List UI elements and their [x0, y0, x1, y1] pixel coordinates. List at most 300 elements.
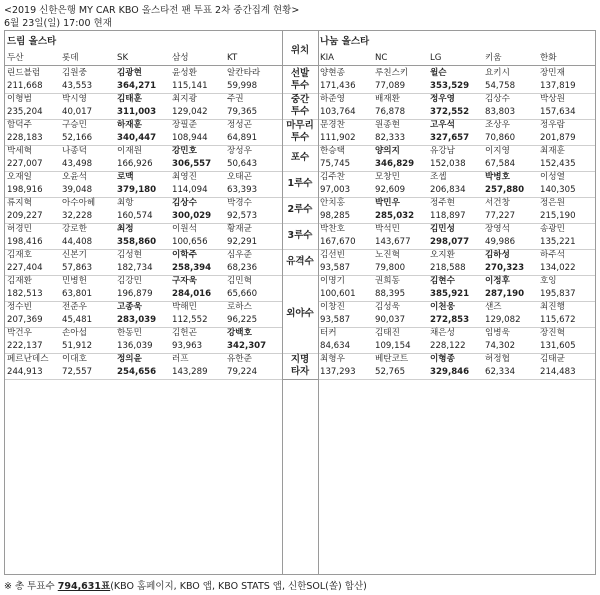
player-name: 김성욱 — [375, 302, 400, 312]
vote-count: 195,837 — [540, 289, 576, 299]
player-name: 김재환 — [7, 276, 32, 286]
player-name: 권희동 — [375, 276, 400, 286]
team-header-cell: SK — [117, 53, 129, 63]
vote-count: 152,038 — [430, 159, 466, 169]
player-name: 심우준 — [227, 250, 252, 260]
vote-count: 63,393 — [227, 185, 258, 195]
divider — [282, 65, 318, 66]
vote-count: 59,998 — [227, 81, 258, 91]
player-name: 문경찬 — [320, 120, 345, 130]
player-name: 정은원 — [540, 198, 565, 208]
player-name: 김태훈 — [117, 94, 142, 104]
team-header-cell: NC — [375, 53, 388, 63]
player-name: 신본기 — [62, 250, 87, 260]
vote-count: 97,003 — [320, 185, 351, 195]
player-name: 전준우 — [62, 302, 87, 312]
player-name: 호잉 — [540, 276, 557, 286]
player-name: 조셉 — [430, 172, 447, 182]
player-row — [318, 171, 595, 184]
player-name: 이학주 — [172, 250, 197, 260]
vote-count: 211,668 — [7, 81, 43, 91]
player-name: 김선빈 — [320, 250, 345, 260]
vote-row — [5, 106, 282, 119]
vote-count: 32,228 — [62, 211, 93, 221]
player-row — [5, 327, 282, 340]
player-name: 장성우 — [227, 146, 252, 156]
vote-count: 62,334 — [485, 367, 516, 377]
divider — [5, 65, 282, 66]
vote-count: 93,587 — [320, 263, 351, 273]
player-name: 양현종 — [320, 68, 345, 78]
vote-count: 257,880 — [485, 185, 525, 195]
player-name: 요키시 — [485, 68, 510, 78]
player-name: 김상수 — [485, 94, 510, 104]
player-name: 이형범 — [7, 94, 32, 104]
team-header-cell: 두산 — [7, 53, 24, 63]
vote-count: 65,660 — [227, 289, 258, 299]
player-row — [318, 145, 595, 158]
player-name: 허정협 — [485, 354, 510, 364]
player-name: 아수아헤 — [62, 198, 96, 208]
player-name: 김광현 — [117, 68, 142, 78]
player-name: 박민우 — [375, 198, 400, 208]
dream-allstar-section — [5, 31, 282, 574]
vote-count: 258,394 — [172, 263, 212, 273]
vote-count: 214,483 — [540, 367, 576, 377]
vote-count: 67,584 — [485, 159, 516, 169]
vote-row — [5, 314, 282, 327]
player-name: 이재원 — [117, 146, 142, 156]
vote-row — [318, 340, 595, 353]
vote-count: 346,829 — [375, 159, 415, 169]
vote-count: 306,557 — [172, 159, 212, 169]
vote-count: 137,293 — [320, 367, 356, 377]
vote-count: 207,369 — [7, 315, 43, 325]
vote-count: 235,204 — [7, 107, 43, 117]
player-name: 베탄코트 — [375, 354, 409, 364]
vote-count: 68,236 — [227, 263, 258, 273]
position-header: 위치 — [290, 45, 310, 56]
vote-count: 227,404 — [7, 263, 43, 273]
vote-count: 43,498 — [62, 159, 93, 169]
player-name: 로하스 — [227, 302, 252, 312]
player-row — [5, 197, 282, 210]
nanum-allstar-section — [318, 31, 595, 574]
vote-row — [318, 210, 595, 223]
vote-count: 329,846 — [430, 367, 470, 377]
player-name: 김상수 — [172, 198, 197, 208]
player-name: 최정 — [117, 224, 134, 234]
vote-count: 143,289 — [172, 367, 208, 377]
vote-row — [318, 132, 595, 145]
vote-count: 92,609 — [375, 185, 406, 195]
vote-row — [5, 158, 282, 171]
vote-row — [5, 80, 282, 93]
player-name: 최영진 — [172, 172, 197, 182]
vote-count: 109,154 — [375, 341, 411, 351]
vote-count: 70,860 — [485, 133, 516, 143]
vote-count: 90,037 — [375, 315, 406, 325]
vote-row — [318, 80, 595, 93]
player-name: 임병욱 — [485, 328, 510, 338]
player-row — [318, 353, 595, 366]
vote-row — [5, 132, 282, 145]
player-row — [318, 67, 595, 80]
position-label: 유격수 — [286, 256, 314, 267]
player-name: 이대호 — [62, 354, 87, 364]
player-name: 강로한 — [62, 224, 87, 234]
vote-count: 115,672 — [540, 315, 576, 325]
vote-row — [318, 262, 595, 275]
divider — [5, 379, 282, 380]
player-name: 고종욱 — [117, 302, 142, 312]
player-row — [318, 275, 595, 288]
vote-count: 327,657 — [430, 133, 470, 143]
position-label: 3루수 — [287, 230, 313, 241]
vote-count: 372,552 — [430, 107, 470, 117]
vote-count: 364,271 — [117, 81, 157, 91]
vote-count: 77,227 — [485, 211, 516, 221]
player-name: 강민호 — [172, 146, 197, 156]
vote-count: 118,897 — [430, 211, 466, 221]
vote-count: 131,605 — [540, 341, 576, 351]
report-timestamp: 6월 23일(일) 17:00 현재 — [4, 18, 112, 29]
vote-count: 244,913 — [7, 367, 43, 377]
player-name: 고우석 — [430, 120, 455, 130]
team-header-cell: 삼성 — [172, 53, 189, 63]
team-header-cell: KT — [227, 53, 238, 63]
vote-count: 112,552 — [172, 315, 208, 325]
vote-count: 157,634 — [540, 107, 576, 117]
vote-count: 298,077 — [430, 237, 470, 247]
player-name: 송광민 — [540, 224, 565, 234]
player-name: 하주석 — [540, 250, 565, 260]
vote-row — [5, 236, 282, 249]
player-row — [5, 93, 282, 106]
position-label: 마무리 투수 — [286, 120, 314, 143]
vote-row — [5, 210, 282, 223]
vote-count: 49,986 — [485, 237, 516, 247]
player-name: 최항 — [117, 198, 134, 208]
player-row — [5, 353, 282, 366]
player-name: 이창진 — [320, 302, 345, 312]
vote-count: 45,481 — [62, 315, 93, 325]
footer-source: (KBO 홈페이지, KBO 앱, KBO STATS 앱, 신한SOL(쏠) 합산) — [110, 581, 367, 592]
player-name: 배재환 — [375, 94, 400, 104]
player-name: 김하성 — [485, 250, 510, 260]
vote-count: 74,302 — [485, 341, 516, 351]
vote-count: 76,878 — [375, 107, 406, 117]
vote-count: 136,039 — [117, 341, 153, 351]
player-name: 오재일 — [7, 172, 32, 182]
player-name: 손아섭 — [62, 328, 87, 338]
vote-count: 83,803 — [485, 107, 516, 117]
vote-row — [318, 314, 595, 327]
player-row — [318, 223, 595, 236]
vote-count: 285,032 — [375, 211, 415, 221]
vote-count: 206,834 — [430, 185, 466, 195]
vote-count: 287,190 — [485, 289, 525, 299]
vote-count: 152,435 — [540, 159, 576, 169]
vote-count: 54,758 — [485, 81, 516, 91]
divider — [282, 145, 318, 146]
player-name: 정우영 — [430, 94, 455, 104]
divider — [282, 223, 318, 224]
position-label: 2루수 — [287, 204, 313, 215]
player-name: 강백호 — [227, 328, 252, 338]
vote-count: 270,323 — [485, 263, 525, 273]
vote-count: 140,305 — [540, 185, 576, 195]
vote-count: 227,007 — [7, 159, 43, 169]
divider — [282, 171, 318, 172]
player-name: 김민혁 — [227, 276, 252, 286]
vote-row — [318, 106, 595, 119]
vote-count: 228,183 — [7, 133, 43, 143]
vote-count: 93,963 — [172, 341, 203, 351]
player-name: 오태곤 — [227, 172, 252, 182]
player-name: 박경수 — [227, 198, 252, 208]
vote-count: 79,224 — [227, 367, 258, 377]
divider — [282, 379, 318, 380]
player-name: 이명기 — [320, 276, 345, 286]
player-name: 원종현 — [375, 120, 400, 130]
vote-count: 218,588 — [430, 263, 466, 273]
position-label: 1루수 — [287, 178, 313, 189]
vote-count: 215,190 — [540, 211, 576, 221]
vote-row — [318, 158, 595, 171]
vote-count: 72,557 — [62, 367, 93, 377]
player-name: 유한준 — [227, 354, 252, 364]
player-name: 윤성환 — [172, 68, 197, 78]
player-name: 박석민 — [375, 224, 400, 234]
vote-count: 96,225 — [227, 315, 258, 325]
player-name: 모창민 — [375, 172, 400, 182]
player-name: 박건우 — [7, 328, 32, 338]
vote-count: 143,677 — [375, 237, 411, 247]
player-row — [318, 249, 595, 262]
vote-count: 111,902 — [320, 133, 356, 143]
player-name: 김현수 — [430, 276, 455, 286]
player-name: 김민성 — [430, 224, 455, 234]
total-votes-note — [4, 578, 367, 592]
divider — [318, 379, 595, 380]
player-name: 로맥 — [117, 172, 134, 182]
player-name: 페르난데스 — [7, 354, 49, 364]
divider — [282, 197, 318, 198]
vote-count: 114,094 — [172, 185, 208, 195]
position-label: 포수 — [290, 152, 310, 163]
player-name: 이성열 — [540, 172, 565, 182]
player-row — [318, 327, 595, 340]
player-name: 노진혁 — [375, 250, 400, 260]
team-header-cell: 한화 — [540, 53, 557, 63]
player-name: 김태균 — [540, 354, 565, 364]
player-name: 정우람 — [540, 120, 565, 130]
player-name: 장민재 — [540, 68, 565, 78]
divider — [318, 31, 319, 574]
vote-row — [318, 236, 595, 249]
vote-count: 385,921 — [430, 289, 470, 299]
team-header-cell: 롯데 — [62, 53, 79, 63]
player-name: 유강남 — [430, 146, 455, 156]
player-name: 주권 — [227, 94, 244, 104]
player-name: 박찬호 — [320, 224, 345, 234]
vote-count: 103,764 — [320, 107, 356, 117]
vote-count: 129,042 — [172, 107, 208, 117]
player-name: 오지환 — [430, 250, 455, 260]
player-name: 김원중 — [62, 68, 87, 78]
footer-prefix: ※ 총 투표수 — [4, 581, 58, 592]
vote-count: 63,801 — [62, 289, 93, 299]
vote-count: 160,574 — [117, 211, 153, 221]
player-name: 서건창 — [485, 198, 510, 208]
divider — [318, 65, 595, 66]
player-name: 하준영 — [320, 94, 345, 104]
vote-count: 51,912 — [62, 341, 93, 351]
player-name: 린드블럼 — [7, 68, 41, 78]
player-name: 정성곤 — [227, 120, 252, 130]
vote-count: 201,879 — [540, 133, 576, 143]
player-name: 윌슨 — [430, 68, 447, 78]
vote-count: 300,029 — [172, 211, 212, 221]
vote-count: 182,734 — [117, 263, 153, 273]
player-row — [5, 119, 282, 132]
player-name: 양의지 — [375, 146, 400, 156]
vote-count: 196,879 — [117, 289, 153, 299]
report-title: <2019 신한은행 MY CAR KBO 올스타전 팬 투표 2차 중간집계 현황> — [4, 5, 300, 16]
player-name: 구승민 — [62, 120, 87, 130]
player-name: 조상우 — [485, 120, 510, 130]
vote-row — [5, 288, 282, 301]
player-row — [318, 301, 595, 314]
vote-count: 75,745 — [320, 159, 351, 169]
team-header — [5, 52, 282, 65]
vote-count: 88,395 — [375, 289, 406, 299]
player-name: 샌즈 — [485, 302, 502, 312]
vote-count: 39,048 — [62, 185, 93, 195]
divider — [282, 275, 318, 276]
vote-count: 272,853 — [430, 315, 470, 325]
player-name: 최지광 — [172, 94, 197, 104]
player-name: 김재호 — [7, 250, 32, 260]
vote-count: 129,082 — [485, 315, 521, 325]
player-name: 정주현 — [430, 198, 455, 208]
vote-count: 52,166 — [62, 133, 93, 143]
player-name: 박시영 — [62, 94, 87, 104]
player-row — [5, 171, 282, 184]
player-name: 박상원 — [540, 94, 565, 104]
vote-count: 82,333 — [375, 133, 406, 143]
position-label: 지명 타자 — [290, 354, 310, 377]
player-row — [5, 301, 282, 314]
player-name: 김주찬 — [320, 172, 345, 182]
vote-count: 100,601 — [320, 289, 356, 299]
player-name: 류지혁 — [7, 198, 32, 208]
vote-count: 44,408 — [62, 237, 93, 247]
player-name: 박해민 — [172, 302, 197, 312]
vote-count: 57,863 — [62, 263, 93, 273]
vote-count: 228,122 — [430, 341, 466, 351]
vote-count: 64,891 — [227, 133, 258, 143]
vote-count: 198,916 — [7, 185, 43, 195]
player-name: 이지영 — [485, 146, 510, 156]
player-row — [318, 119, 595, 132]
team-header-cell: 키움 — [485, 53, 502, 63]
vote-row — [318, 288, 595, 301]
player-name: 알칸타라 — [227, 68, 261, 78]
vote-row — [5, 366, 282, 379]
player-row — [5, 223, 282, 236]
vote-count: 342,307 — [227, 341, 267, 351]
vote-row — [5, 340, 282, 353]
player-name: 정수빈 — [7, 302, 32, 312]
player-row — [5, 67, 282, 80]
player-name: 나종덕 — [62, 146, 87, 156]
player-name: 박병호 — [485, 172, 510, 182]
total-votes: 794,631표 — [57, 581, 111, 592]
player-name: 한승택 — [320, 146, 345, 156]
player-name: 오윤석 — [62, 172, 87, 182]
vote-count: 93,587 — [320, 315, 351, 325]
vote-count: 84,634 — [320, 341, 351, 351]
vote-count: 77,089 — [375, 81, 406, 91]
vote-row — [318, 184, 595, 197]
player-name: 장영석 — [485, 224, 510, 234]
player-row — [5, 145, 282, 158]
vote-count: 167,670 — [320, 237, 356, 247]
position-label: 외야수 — [286, 308, 314, 319]
team-header-cell: LG — [430, 53, 442, 63]
vote-count: 134,022 — [540, 263, 576, 273]
vote-count: 198,416 — [7, 237, 43, 247]
player-row — [5, 249, 282, 262]
nanum-allstar-label: 나눔 올스타 — [320, 36, 370, 47]
player-name: 장필준 — [172, 120, 197, 130]
player-name: 이형종 — [430, 354, 455, 364]
vote-count: 100,656 — [172, 237, 208, 247]
player-name: 김강민 — [117, 276, 142, 286]
player-name: 채은성 — [430, 328, 455, 338]
divider — [282, 31, 283, 574]
player-name: 이원석 — [172, 224, 197, 234]
team-header — [318, 52, 595, 65]
vote-count: 379,180 — [117, 185, 157, 195]
position-label: 중간 투수 — [290, 94, 310, 117]
vote-count: 52,765 — [375, 367, 406, 377]
vote-count: 40,017 — [62, 107, 93, 117]
player-name: 터커 — [320, 328, 337, 338]
vote-count: 135,221 — [540, 237, 576, 247]
divider — [282, 249, 318, 250]
vote-count: 79,800 — [375, 263, 406, 273]
position-column — [282, 31, 318, 574]
vote-count: 284,016 — [172, 289, 212, 299]
vote-count: 50,643 — [227, 159, 258, 169]
player-name: 김성현 — [117, 250, 142, 260]
team-header-cell: KIA — [320, 53, 335, 63]
player-name: 이정후 — [485, 276, 510, 286]
player-name: 하재훈 — [117, 120, 142, 130]
vote-count: 79,365 — [227, 107, 258, 117]
vote-table — [4, 30, 596, 575]
vote-count: 353,529 — [430, 81, 470, 91]
player-name: 장진혁 — [540, 328, 565, 338]
vote-count: 254,656 — [117, 367, 157, 377]
vote-count: 92,291 — [227, 237, 258, 247]
vote-row — [5, 262, 282, 275]
vote-count: 137,819 — [540, 81, 576, 91]
vote-count: 108,944 — [172, 133, 208, 143]
